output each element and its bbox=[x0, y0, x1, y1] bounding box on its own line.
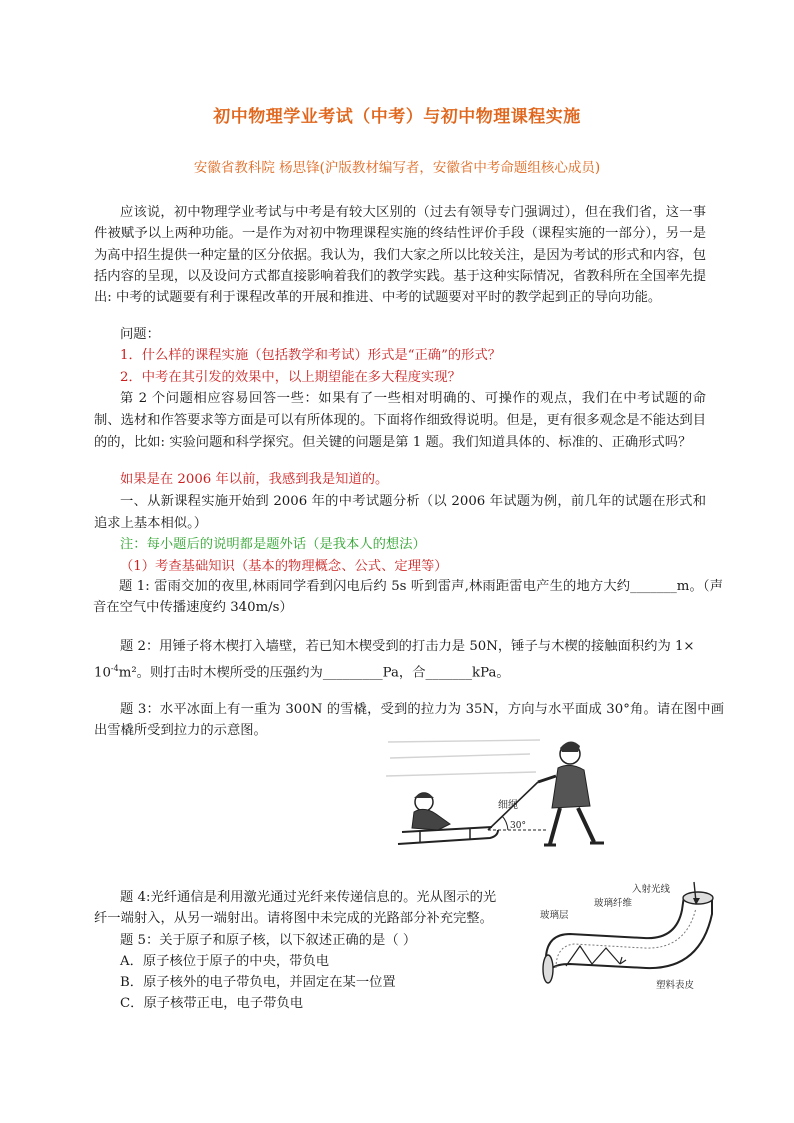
problem-4-line-1: 题 4:光纤通信是利用激光通过光纤来传递信息的。光从图示的光 bbox=[120, 890, 497, 905]
problem-5: 题 5：关于原子和原子核，以下叙述正确的是（ ） bbox=[120, 933, 417, 948]
subsection-1: （1）考查基础知识（基本的物理概念、公式、定理等） bbox=[120, 559, 448, 574]
option-b: B．原子核外的电子带负电，并固定在某一位置 bbox=[120, 975, 396, 990]
problem-2-rest: m²。则打击时木楔所受的压强约为_________Pa，合_______kPa。 bbox=[118, 665, 510, 681]
paragraph-2: 第 2 个问题相应容易回答一些：如果有了一些相对明确的、可操作的观点，我们在中考试题的命制、选材和作答要求等方面是可以有所体现的。下面将作细致得说明。但是，更有很多观念是不能达到目的的，比如: 实验问题和科学探究。但关键的问题是第 1 题。我们知道具体的、标准的、正确形式吗？ bbox=[94, 391, 706, 450]
author-line: 安徽省教科院 杨思锋(沪版教材编写者，安徽省中考命题组核心成员) bbox=[193, 160, 601, 176]
option-c: C．原子核带正电，电子带负电 bbox=[120, 996, 304, 1011]
note-line: 注：每小题后的说明都是题外话（是我本人的想法） bbox=[120, 537, 426, 552]
problem-3: 题 3：水平冰面上有一重为 300N 的雪橇，受到的拉力为 35N，方向与水平面成 30°角。请在图中画出雪橇所受到拉力的示意图。 bbox=[94, 702, 724, 739]
problem-2-base: 10 bbox=[94, 665, 111, 681]
problem-2-exponent: -4 bbox=[110, 664, 119, 673]
before-2006-line: 如果是在 2006 年以前，我感到我是知道的。 bbox=[120, 472, 389, 487]
incident-light-label: 入射光线 bbox=[632, 884, 671, 895]
sled-figure bbox=[380, 732, 614, 856]
questions-label: 问题： bbox=[120, 327, 160, 342]
section-1-heading: 一、从新课程实施开始到 2006 年的中考试题分析（以 2006 年试题为例，前几年的试题在形式和追求上基本相似。） bbox=[94, 494, 706, 531]
intro-paragraph: 应该说，初中物理学业考试与中考是有较大区别的（过去有领导专门强调过），但在我们省，这一事件被赋予以上两种功能。一是作为对初中物理课程实施的终结性评价手段（课程实施的一部分），另一是为高中招生提供一种定量的区分依据。我认为，我们大家之所以比较关注，是因为考试的形式和内容，包括内容的呈现，以及设问方式都直接影响着我们的教学实践。基于这种实际情况，省教科所在全国率先提出: 中考的试题要有利于课程改革的开展和推进、中考的试题要对平时的教学起到正的导向功能。 bbox=[94, 205, 706, 306]
option-a: A．原子核位于原子的中央，带负电 bbox=[120, 954, 330, 969]
problem-2-line-1: 题 2：用锤子将木楔打入墙壁，若已知木楔受到的打击力是 50N，锤子与木楔的接触面积约为 1× bbox=[120, 639, 695, 654]
glass-fiber-label: 玻璃纤维 bbox=[594, 898, 633, 909]
question-2: 2．中考在其引发的效果中，以上期望能在多大程度实现？ bbox=[120, 370, 461, 385]
question-1: 1．什么样的课程实施（包括教学和考试）形式是“正确”的形式？ bbox=[120, 348, 502, 363]
rope-label: 细绳 bbox=[498, 800, 518, 811]
plastic-skin-label: 塑料表皮 bbox=[656, 980, 695, 991]
glass-layer-label: 玻璃层 bbox=[540, 910, 569, 921]
problem-2-line-2 bbox=[94, 658, 510, 683]
document-title: 初中物理学业考试（中考）与初中物理课程实施 bbox=[213, 107, 581, 127]
optical-fiber-figure bbox=[536, 878, 716, 996]
problem-1: 题 1: 雷雨交加的夜里,林雨同学看到闪电后约 5s 听到雷声,林雨距雷电产生的地方大约_______m。（声音在空气中传播速度约 340m/s） bbox=[93, 579, 723, 615]
problem-4-line-2: 纤一端射入，从另一端射出。请将图中未完成的光路部分补充完整。 bbox=[94, 911, 493, 926]
angle-label: 30° bbox=[510, 821, 526, 831]
